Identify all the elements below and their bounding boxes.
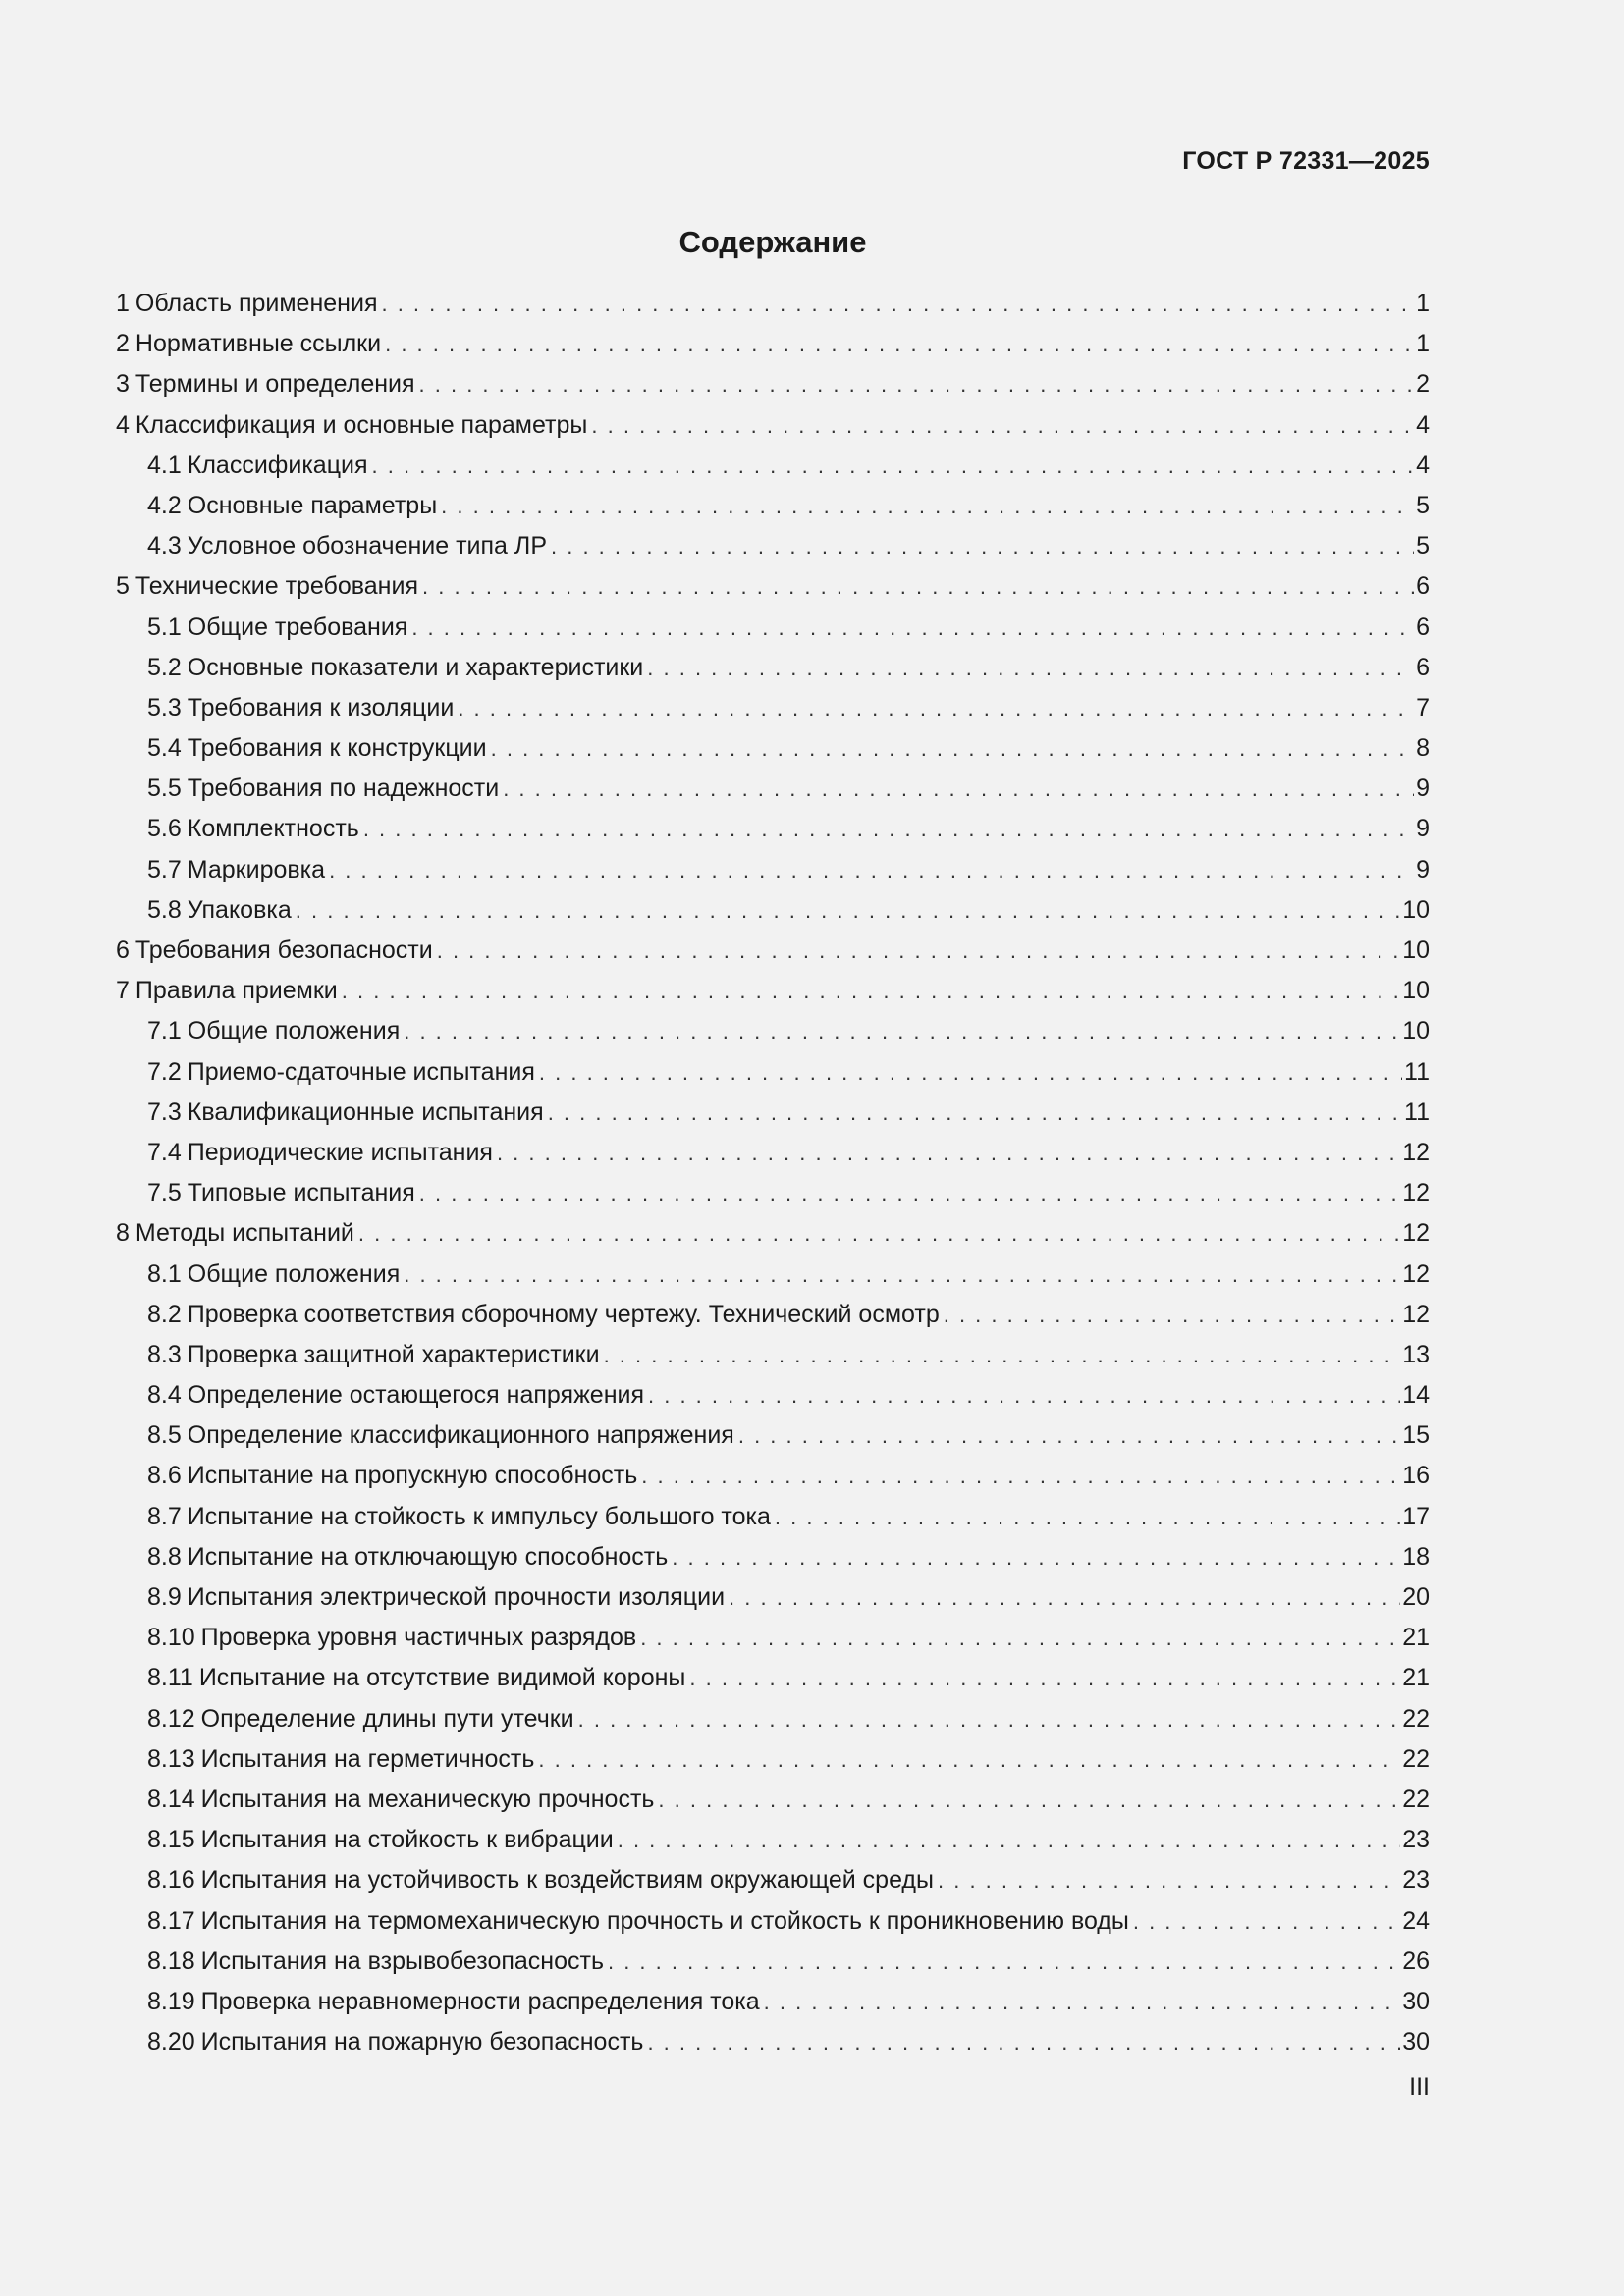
toc-entry-label xyxy=(147,608,407,648)
toc-entry[interactable] xyxy=(116,850,1430,890)
toc-entry-number: 8.15 xyxy=(147,1826,195,1854)
toc-entry-page: 14 xyxy=(1402,1381,1430,1410)
toc-entry[interactable] xyxy=(116,1901,1430,1942)
toc-entry[interactable] xyxy=(116,446,1430,486)
toc-entry-number: 7.3 xyxy=(147,1097,182,1126)
toc-entry-number: 6 xyxy=(116,936,130,964)
toc-entry-number: 8.10 xyxy=(147,1624,195,1652)
toc-entry[interactable] xyxy=(116,1415,1430,1456)
toc-entry-text: Условное обозначение типа ЛР xyxy=(187,532,547,561)
dot-leader xyxy=(372,446,1415,486)
toc-entry-page: 24 xyxy=(1402,1906,1430,1935)
dot-leader xyxy=(738,1415,1400,1456)
toc-entry[interactable] xyxy=(116,1133,1430,1173)
toc-entry-text: Общие требования xyxy=(187,613,408,641)
toc-entry-number: 8.18 xyxy=(147,1947,195,1975)
dot-leader xyxy=(689,1658,1400,1698)
toc-entry-number: 8.8 xyxy=(147,1542,182,1571)
toc-entry-label xyxy=(147,1375,644,1415)
toc-entry-page: 12 xyxy=(1402,1219,1430,1248)
toc-entry-text: Нормативные ссылки xyxy=(135,330,382,358)
toc-entry[interactable] xyxy=(116,1780,1430,1820)
table-of-contents xyxy=(116,284,1430,2062)
toc-entry-text: Общие положения xyxy=(187,1259,401,1288)
toc-entry-label xyxy=(147,1415,734,1456)
toc-entry-number: 7 xyxy=(116,977,130,1005)
toc-entry[interactable] xyxy=(116,1375,1430,1415)
dot-leader xyxy=(419,364,1415,404)
toc-entry[interactable] xyxy=(116,1497,1430,1537)
toc-entry[interactable] xyxy=(116,1739,1430,1780)
toc-entry[interactable] xyxy=(116,1618,1430,1658)
toc-entry-page: 17 xyxy=(1402,1502,1430,1530)
toc-entry-number: 5.5 xyxy=(147,774,182,803)
toc-entry-text: Определение остающегося напряжения xyxy=(187,1381,644,1410)
toc-entry-number: 8.17 xyxy=(147,1906,195,1935)
toc-entry-page: 12 xyxy=(1402,1138,1430,1166)
page-number: III xyxy=(1409,2073,1430,2101)
dot-leader xyxy=(441,486,1414,526)
dot-leader xyxy=(503,769,1414,809)
dot-leader xyxy=(551,526,1414,566)
toc-entry-text: Приемо-сдаточные испытания xyxy=(187,1057,535,1086)
toc-entry-number: 8.7 xyxy=(147,1502,182,1530)
toc-entry-number: 5.1 xyxy=(147,613,182,641)
toc-entry-text: Общие положения xyxy=(187,1017,401,1045)
toc-entry-label xyxy=(147,1537,668,1577)
dot-leader xyxy=(604,1335,1401,1375)
toc-entry-number: 4.2 xyxy=(147,491,182,519)
toc-entry[interactable] xyxy=(116,728,1430,769)
toc-entry-text: Классификация xyxy=(187,451,368,479)
toc-entry-page: 1 xyxy=(1416,290,1430,317)
toc-entry-page: 5 xyxy=(1416,532,1430,561)
toc-entry[interactable] xyxy=(116,1658,1430,1698)
toc-entry-text: Проверка неравномерности распределения тока xyxy=(200,1987,760,2015)
dot-leader xyxy=(647,648,1414,688)
toc-entry-label xyxy=(147,1901,1129,1942)
toc-entry-label xyxy=(147,1456,637,1496)
toc-entry[interactable] xyxy=(116,2022,1430,2062)
dot-leader xyxy=(1133,1901,1400,1942)
toc-entry-number: 8.5 xyxy=(147,1421,182,1450)
toc-entry-page: 4 xyxy=(1416,451,1430,479)
toc-entry-page: 20 xyxy=(1402,1583,1430,1611)
toc-entry-page: 30 xyxy=(1402,2028,1430,2056)
toc-entry-page: 30 xyxy=(1402,1987,1430,2015)
dot-leader xyxy=(422,566,1414,607)
toc-entry-text: Методы испытаний xyxy=(135,1219,354,1248)
page-title: Содержание xyxy=(678,225,867,259)
dot-leader xyxy=(648,1375,1400,1415)
toc-entry[interactable] xyxy=(116,324,1430,364)
toc-entry-label xyxy=(147,1255,400,1295)
dot-leader xyxy=(342,971,1400,1011)
toc-entry-page: 12 xyxy=(1402,1300,1430,1328)
toc-entry-text: Испытания на герметичность xyxy=(200,1744,535,1773)
dot-leader xyxy=(658,1780,1400,1820)
toc-entry-label xyxy=(147,1658,685,1698)
toc-entry-text: Испытания на устойчивость к воздействиям окружающей среды xyxy=(200,1866,934,1895)
toc-entry-label xyxy=(147,1618,636,1658)
toc-entry[interactable] xyxy=(116,405,1430,446)
toc-entry-page: 10 xyxy=(1402,977,1430,1005)
toc-entry-label xyxy=(147,1739,534,1780)
toc-entry-label xyxy=(116,931,433,971)
toc-entry-text: Основные параметры xyxy=(187,491,438,519)
toc-entry[interactable] xyxy=(116,1213,1430,1254)
toc-entry-page: 9 xyxy=(1416,774,1430,803)
toc-entry-number: 8 xyxy=(116,1219,130,1248)
toc-entry-text: Испытание на отключающую способность xyxy=(187,1542,669,1571)
toc-entry-text: Проверка уровня частичных разрядов xyxy=(200,1624,637,1652)
toc-entry-label xyxy=(116,566,418,607)
toc-entry-label xyxy=(147,1011,400,1051)
toc-entry-number: 4.1 xyxy=(147,451,182,479)
toc-entry-label xyxy=(147,1780,654,1820)
toc-entry-page: 11 xyxy=(1404,1057,1430,1086)
toc-entry[interactable] xyxy=(116,1699,1430,1739)
dot-leader xyxy=(548,1093,1402,1133)
toc-entry[interactable] xyxy=(116,1295,1430,1335)
toc-entry[interactable] xyxy=(116,608,1430,648)
toc-entry-number: 5.7 xyxy=(147,855,182,883)
dot-leader xyxy=(647,2022,1400,2062)
dot-leader xyxy=(775,1497,1400,1537)
toc-entry-label xyxy=(116,405,587,446)
toc-entry-text: Испытания на стойкость к вибрации xyxy=(200,1826,614,1854)
toc-entry-text: Испытания на пожарную безопасность xyxy=(200,2028,644,2056)
toc-entry-number: 4.3 xyxy=(147,532,182,561)
dot-leader xyxy=(358,1213,1400,1254)
dot-leader xyxy=(385,324,1414,364)
toc-entry-label xyxy=(147,486,437,526)
toc-entry-text: Испытания электрической прочности изоляции xyxy=(187,1583,726,1611)
toc-entry-text: Определение классификационного напряжения xyxy=(187,1421,734,1450)
toc-entry-page: 22 xyxy=(1402,1744,1430,1773)
toc-entry-number: 8.19 xyxy=(147,1987,195,2015)
dot-leader xyxy=(672,1537,1400,1577)
dot-leader xyxy=(363,809,1414,849)
toc-entry-text: Требования к изоляции xyxy=(187,693,455,721)
toc-entry-page: 10 xyxy=(1402,1017,1430,1045)
toc-entry-label xyxy=(147,1820,614,1860)
dot-leader xyxy=(458,688,1414,728)
toc-entry[interactable] xyxy=(116,1820,1430,1860)
toc-entry-text: Испытания на термомеханическую прочность и стойкость к проникновению воды xyxy=(200,1906,1129,1935)
toc-entry-page: 5 xyxy=(1416,491,1430,519)
toc-entry-number: 5.4 xyxy=(147,734,182,763)
toc-entry[interactable] xyxy=(116,566,1430,607)
dot-leader xyxy=(411,608,1414,648)
toc-entry[interactable] xyxy=(116,890,1430,931)
toc-entry-number: 2 xyxy=(116,330,130,358)
toc-entry-page: 21 xyxy=(1402,1624,1430,1652)
dot-leader xyxy=(404,1255,1400,1295)
toc-entry-number: 8.14 xyxy=(147,1785,195,1813)
toc-entry-page: 7 xyxy=(1416,693,1430,721)
toc-entry-page: 9 xyxy=(1416,815,1430,843)
toc-entry-number: 5.3 xyxy=(147,693,182,721)
toc-entry-label xyxy=(147,1982,760,2022)
toc-entry-text: Технические требования xyxy=(135,572,418,601)
toc-entry[interactable] xyxy=(116,526,1430,566)
toc-entry-label xyxy=(147,1173,415,1213)
toc-entry-page: 23 xyxy=(1402,1866,1430,1895)
toc-entry[interactable] xyxy=(116,1456,1430,1496)
toc-entry-page: 13 xyxy=(1402,1340,1430,1368)
toc-entry-label xyxy=(147,1497,771,1537)
toc-entry-number: 8.12 xyxy=(147,1704,195,1733)
toc-entry-text: Термины и определения xyxy=(135,370,415,399)
toc-entry-label xyxy=(147,1133,493,1173)
toc-entry[interactable] xyxy=(116,1011,1430,1051)
toc-entry[interactable] xyxy=(116,1577,1430,1618)
toc-entry-label xyxy=(147,1295,940,1335)
toc-entry-label xyxy=(147,1699,574,1739)
toc-entry[interactable] xyxy=(116,1052,1430,1093)
toc-entry-number: 5.6 xyxy=(147,815,182,843)
toc-entry-text: Испытание на пропускную способность xyxy=(187,1462,638,1490)
toc-entry[interactable] xyxy=(116,1982,1430,2022)
toc-entry-text: Маркировка xyxy=(187,855,326,883)
toc-entry-label xyxy=(116,364,415,404)
toc-entry-text: Требования безопасности xyxy=(135,936,433,964)
dot-leader xyxy=(764,1982,1401,2022)
toc-entry-label xyxy=(147,1577,725,1618)
toc-entry[interactable] xyxy=(116,648,1430,688)
toc-entry-page: 2 xyxy=(1416,370,1430,399)
toc-entry-number: 5.2 xyxy=(147,653,182,681)
toc-entry[interactable] xyxy=(116,971,1430,1011)
toc-entry-text: Квалификационные испытания xyxy=(187,1097,544,1126)
toc-entry-label xyxy=(147,890,292,931)
toc-entry[interactable] xyxy=(116,1255,1430,1295)
dot-leader xyxy=(539,1052,1402,1093)
toc-entry-label xyxy=(147,446,368,486)
toc-entry-text: Испытания на механическую прочность xyxy=(200,1785,655,1813)
toc-entry-text: Определение длины пути утечки xyxy=(200,1704,574,1733)
toc-entry-page: 22 xyxy=(1402,1704,1430,1733)
toc-entry-text: Проверка защитной характеристики xyxy=(187,1340,600,1368)
dot-leader xyxy=(296,890,1400,931)
toc-entry-text: Требования по надежности xyxy=(187,774,500,803)
toc-entry-number: 8.6 xyxy=(147,1462,182,1490)
toc-entry-page: 8 xyxy=(1416,734,1430,763)
toc-entry-text: Периодические испытания xyxy=(187,1138,493,1166)
toc-entry-number: 1 xyxy=(116,290,130,317)
toc-entry-page: 26 xyxy=(1402,1947,1430,1975)
dot-leader xyxy=(381,284,1414,324)
toc-entry[interactable] xyxy=(116,1093,1430,1133)
toc-entry-text: Типовые испытания xyxy=(187,1179,415,1207)
toc-entry-text: Классификация и основные параметры xyxy=(135,410,588,439)
toc-entry-label xyxy=(147,1052,535,1093)
toc-entry-label xyxy=(147,1860,934,1900)
toc-entry-label xyxy=(147,1335,600,1375)
toc-entry-page: 16 xyxy=(1402,1462,1430,1490)
toc-entry-page: 4 xyxy=(1416,410,1430,439)
toc-entry-number: 8.9 xyxy=(147,1583,182,1611)
toc-entry[interactable] xyxy=(116,1537,1430,1577)
dot-leader xyxy=(640,1618,1400,1658)
toc-entry-page: 1 xyxy=(1416,330,1430,358)
toc-entry-page: 22 xyxy=(1402,1785,1430,1813)
toc-entry-text: Правила приемки xyxy=(135,977,338,1005)
dot-leader xyxy=(419,1173,1400,1213)
dot-leader xyxy=(497,1133,1400,1173)
dot-leader xyxy=(608,1942,1400,1982)
toc-entry-page: 6 xyxy=(1416,613,1430,641)
toc-entry-page: 18 xyxy=(1402,1542,1430,1571)
toc-entry-page: 21 xyxy=(1402,1664,1430,1692)
toc-entry-number: 7.5 xyxy=(147,1179,182,1207)
dot-leader xyxy=(329,850,1414,890)
toc-entry-text: Испытание на стойкость к импульсу большого тока xyxy=(187,1502,771,1530)
toc-entry-page: 11 xyxy=(1404,1097,1430,1126)
toc-entry-number: 7.1 xyxy=(147,1017,182,1045)
toc-entry-text: Область применения xyxy=(135,290,378,317)
toc-entry[interactable] xyxy=(116,284,1430,324)
toc-entry[interactable] xyxy=(116,486,1430,526)
dot-leader xyxy=(944,1295,1400,1335)
dot-leader xyxy=(591,405,1414,446)
toc-entry-text: Упаковка xyxy=(187,895,292,924)
dot-leader xyxy=(404,1011,1400,1051)
toc-entry-page: 10 xyxy=(1402,895,1430,924)
dot-leader xyxy=(618,1820,1400,1860)
toc-entry-label xyxy=(147,850,325,890)
dot-leader xyxy=(578,1699,1401,1739)
toc-entry-number: 8.2 xyxy=(147,1300,182,1328)
toc-entry-text: Требования к конструкции xyxy=(187,734,487,763)
toc-entry-label xyxy=(147,526,547,566)
toc-entry-label xyxy=(147,648,643,688)
toc-entry-text: Испытание на отсутствие видимой короны xyxy=(198,1664,686,1692)
toc-entry-label xyxy=(147,2022,643,2062)
toc-entry-number: 8.11 xyxy=(147,1664,193,1692)
toc-entry-number: 8.20 xyxy=(147,2028,195,2056)
toc-entry-number: 3 xyxy=(116,370,130,399)
dot-leader xyxy=(938,1860,1400,1900)
toc-entry[interactable] xyxy=(116,364,1430,404)
toc-entry-number: 8.3 xyxy=(147,1340,182,1368)
document-code: ГОСТ Р 72331—2025 xyxy=(1182,147,1430,175)
toc-entry-number: 5 xyxy=(116,572,130,601)
toc-entry-number: 5.8 xyxy=(147,895,182,924)
toc-entry-number: 8.13 xyxy=(147,1744,195,1773)
toc-entry-label xyxy=(147,1942,604,1982)
toc-entry-number: 4 xyxy=(116,410,130,439)
toc-entry-page: 6 xyxy=(1416,572,1430,601)
toc-entry-label xyxy=(147,1093,544,1133)
toc-entry-label xyxy=(147,809,359,849)
toc-entry-label xyxy=(147,769,499,809)
toc-entry-label xyxy=(116,284,377,324)
toc-entry[interactable] xyxy=(116,688,1430,728)
toc-entry-page: 6 xyxy=(1416,653,1430,681)
dot-leader xyxy=(437,931,1400,971)
toc-entry-number: 8.4 xyxy=(147,1381,182,1410)
toc-entry-page: 12 xyxy=(1402,1259,1430,1288)
toc-entry-text: Комплектность xyxy=(187,815,359,843)
toc-entry-text: Основные показатели и характеристики xyxy=(187,653,644,681)
dot-leader xyxy=(641,1456,1400,1496)
toc-entry-page: 23 xyxy=(1402,1826,1430,1854)
toc-entry-text: Проверка соответствия сборочному чертежу. Технический осмотр xyxy=(187,1300,940,1328)
toc-entry[interactable] xyxy=(116,809,1430,849)
toc-entry-number: 7.4 xyxy=(147,1138,182,1166)
toc-entry-page: 10 xyxy=(1402,936,1430,964)
toc-entry-label xyxy=(116,971,338,1011)
toc-entry-number: 8.1 xyxy=(147,1259,182,1288)
toc-entry[interactable] xyxy=(116,931,1430,971)
toc-entry-page: 9 xyxy=(1416,855,1430,883)
dot-leader xyxy=(491,728,1414,769)
toc-entry-label xyxy=(147,688,454,728)
toc-entry[interactable] xyxy=(116,1335,1430,1375)
toc-entry-label xyxy=(116,324,381,364)
toc-entry-number: 8.16 xyxy=(147,1866,195,1895)
dot-leader xyxy=(538,1739,1400,1780)
toc-entry[interactable] xyxy=(116,1173,1430,1213)
toc-entry-label xyxy=(116,1213,354,1254)
dot-leader xyxy=(729,1577,1400,1618)
toc-entry-page: 12 xyxy=(1402,1179,1430,1207)
toc-entry[interactable] xyxy=(116,1860,1430,1900)
toc-entry-label xyxy=(147,728,487,769)
toc-entry[interactable] xyxy=(116,1942,1430,1982)
toc-entry-number: 7.2 xyxy=(147,1057,182,1086)
toc-entry-text: Испытания на взрывобезопасность xyxy=(200,1947,604,1975)
toc-entry-page: 15 xyxy=(1402,1421,1430,1450)
toc-entry[interactable] xyxy=(116,769,1430,809)
